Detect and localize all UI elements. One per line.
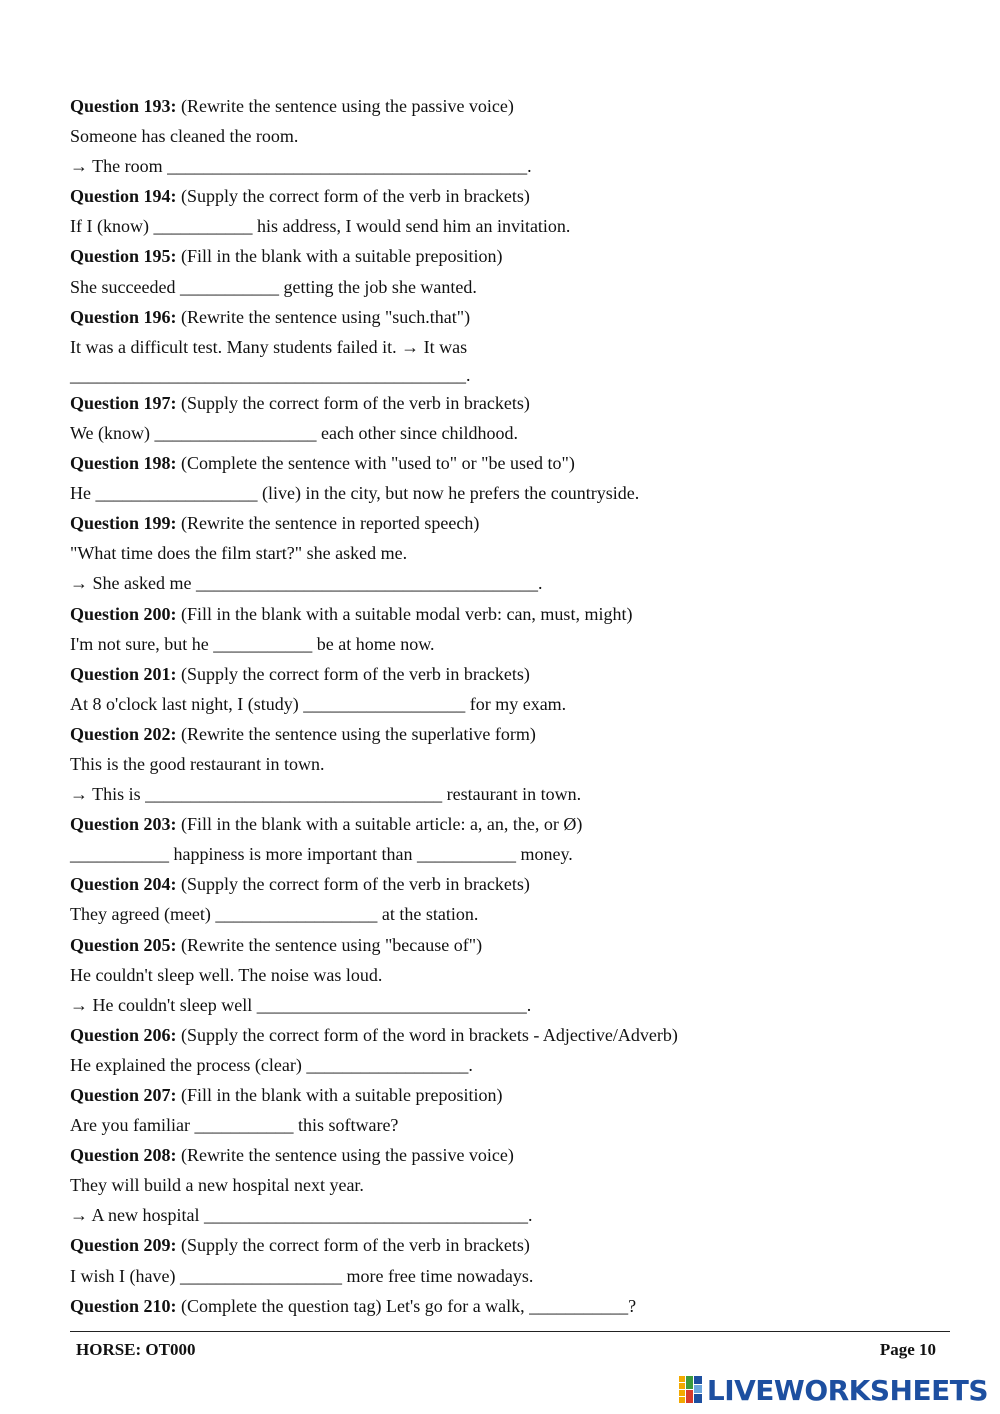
answer-line[interactable]: → The room ________________________________________. bbox=[70, 156, 532, 177]
question-heading: Question 193: (Rewrite the sentence using the passive voice) bbox=[70, 96, 514, 116]
answer-line[interactable]: If I (know) ___________ his address, I would send him an invitation. bbox=[70, 216, 571, 237]
question-heading: Question 200: (Fill in the blank with a suitable modal verb: can, must, might) bbox=[70, 603, 633, 624]
answer-line[interactable]: She succeeded ___________ getting the job she wanted. bbox=[70, 276, 477, 297]
question-heading[interactable]: Question 210: (Complete the question tag) Let's go for a walk, ___________? bbox=[70, 1295, 637, 1316]
question-heading: Question 207: (Fill in the blank with a suitable preposition) bbox=[70, 1085, 503, 1105]
footer-divider bbox=[70, 1331, 950, 1332]
liveworksheets-brand bbox=[679, 1372, 988, 1408]
question-heading: Question 204: (Supply the correct form of the verb in brackets) bbox=[70, 874, 530, 895]
answer-line[interactable]: Are you familiar ___________ this software? bbox=[70, 1115, 399, 1136]
question-heading: Question 197: (Supply the correct form of the verb in brackets) bbox=[70, 392, 530, 413]
answer-line[interactable]: I'm not sure, but he ___________ be at home now. bbox=[70, 633, 435, 654]
brand-name: LIVEWORKSHEETS bbox=[706, 1373, 988, 1407]
question-line: "What time does the film start?" she asked me. bbox=[70, 543, 408, 564]
question-heading: Question 198: (Complete the sentence with "used to" or "be used to") bbox=[70, 453, 575, 474]
answer-line[interactable]: He explained the process (clear) __________________. bbox=[70, 1054, 473, 1075]
question-heading: Question 208: (Rewrite the sentence using the passive voice) bbox=[70, 1145, 514, 1166]
question-heading: Question 196: (Rewrite the sentence using "such.that") bbox=[70, 306, 471, 327]
question-line: He couldn't sleep well. The noise was loud. bbox=[70, 964, 383, 985]
answer-line[interactable]: He __________________ (live) in the city, but now he prefers the countryside. bbox=[70, 483, 640, 504]
footer-code: HORSE: OT000 bbox=[76, 1340, 196, 1359]
question-heading: Question 195: (Fill in the blank with a suitable preposition) bbox=[70, 246, 503, 267]
question-heading: Question 205: (Rewrite the sentence using "because of") bbox=[70, 934, 483, 955]
answer-line[interactable]: At 8 o'clock last night, I (study) __________________ for my exam. bbox=[70, 693, 567, 714]
question-line: It was a difficult test. Many students failed it. → It was bbox=[70, 336, 468, 357]
question-heading: Question 202: (Rewrite the sentence using the superlative form) bbox=[70, 723, 536, 744]
question-heading: Question 206: (Supply the correct form of the word in brackets - Adjective/Adverb) bbox=[70, 1024, 678, 1045]
answer-line[interactable]: ____________________________________________. bbox=[70, 364, 471, 385]
page-number: Page 10 bbox=[879, 1340, 936, 1359]
worksheet-body bbox=[70, 91, 950, 1321]
question-line: This is the good restaurant in town. bbox=[70, 753, 325, 774]
liveworksheets-logo-icon bbox=[679, 1376, 703, 1404]
answer-line[interactable]: → A new hospital ____________________________________. bbox=[70, 1205, 533, 1226]
question-heading: Question 199: (Rewrite the sentence in reported speech) bbox=[70, 513, 480, 534]
answer-line[interactable]: → This is _________________________________ restaurant in town. bbox=[70, 784, 582, 805]
question-heading: Question 209: (Supply the correct form of the verb in brackets) bbox=[70, 1235, 530, 1256]
question-line: Someone has cleaned the room. bbox=[70, 126, 299, 147]
answer-line[interactable]: I wish I (have) __________________ more free time nowadays. bbox=[70, 1265, 534, 1286]
question-line: They will build a new hospital next year. bbox=[70, 1175, 364, 1196]
answer-line[interactable]: → She asked me ______________________________________. bbox=[70, 573, 543, 594]
answer-line[interactable]: → He couldn't sleep well ______________________________. bbox=[70, 994, 532, 1015]
answer-line[interactable]: We (know) __________________ each other since childhood. bbox=[70, 422, 518, 443]
answer-line[interactable]: ___________ happiness is more important than ___________ money. bbox=[70, 844, 573, 865]
question-heading: Question 201: (Supply the correct form of the verb in brackets) bbox=[70, 663, 530, 684]
answer-line[interactable]: They agreed (meet) __________________ at the station. bbox=[70, 904, 479, 925]
question-heading: Question 203: (Fill in the blank with a suitable article: a, an, the, or Ø) bbox=[70, 814, 583, 835]
question-heading: Question 194: (Supply the correct form of the verb in brackets) bbox=[70, 186, 530, 207]
